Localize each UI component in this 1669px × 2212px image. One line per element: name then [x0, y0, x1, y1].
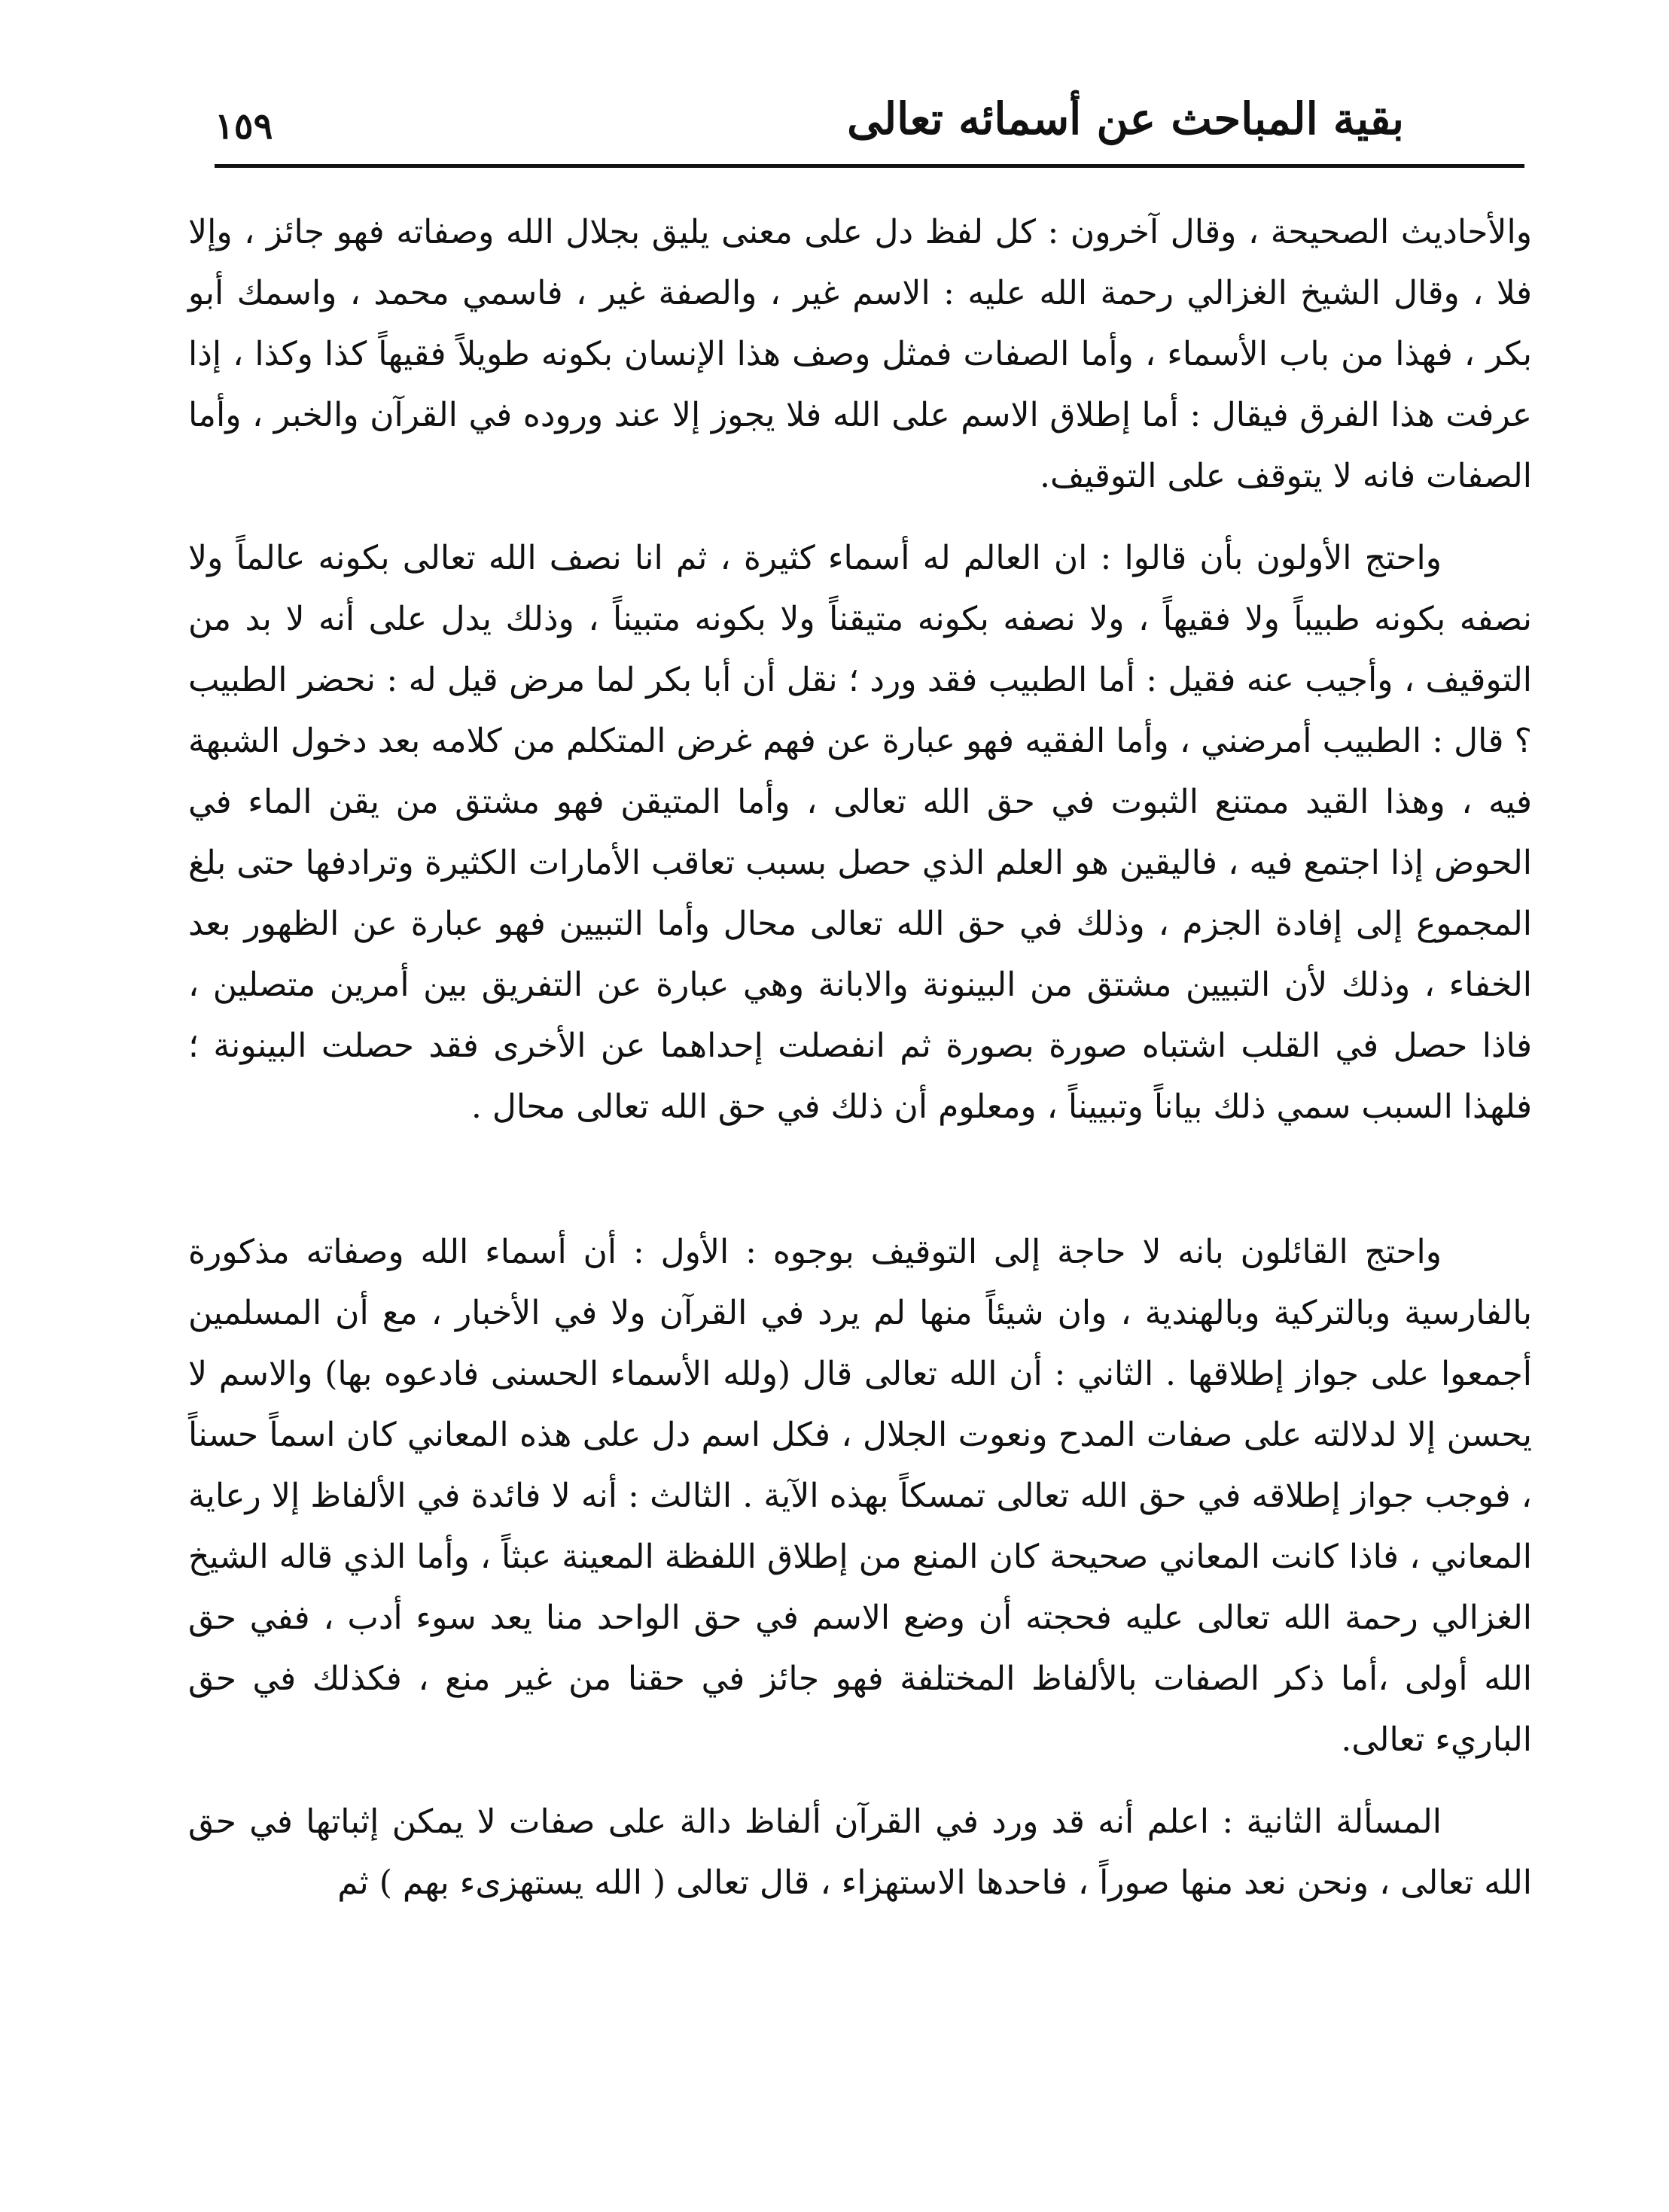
paragraph: المسألة الثانية : اعلم أنه قد ورد في القرآن ألفاظ دالة على صفات لا يمكن إثباتها في حق الله تعالى ، ونحن نعد منها صوراً ، فاحدها الاستهزاء ، قال تعالى ( الله يستهزىء بهم ) ثم [188, 1803, 1532, 1902]
chapter-title: بقية المباحث عن أسمائه تعالى [847, 93, 1404, 145]
paragraph: واحتج الأولون بأن قالوا : ان العالم له أسماء كثيرة ، ثم انا نصف الله تعالى بكونه عالماً ولا نصفه بكونه طبيباً ولا فقيهاً ، ولا نصفه بكونه متيقناً ولا بكونه متبيناً ، وذلك يدل على أنه لا بد من التوقيف ، وأجيب عنه فقيل : أما الطبيب فقد ورد ؛ نقل أن أبا بكر لما مرض قيل له : نحضر الطبيب ؟ قال : الطبيب أمرضني ، وأما الفقيه فهو عبارة عن فهم غرض المتكلم من كلامه بعد دخول الشبهة فيه ، وهذا القيد ممتنع الثبوت في حق الله تعالى ، وأما المتيقن فهو مشتق من يقن الماء في الحوض إذا اجتمع فيه ، فاليقين هو العلم الذي حصل بسبب تعاقب الأمارات الكثيرة وترادفها حتى بلغ المجموع إلى إفادة الجزم ، وذلك في حق الله تعالى محال وأما التبيين فهو عبارة عن الظهور بعد الخفاء ، وذلك لأن التبيين مشتق من البينونة والابانة وهي عبارة عن التفريق بين أمرين متصلين ، فاذا حصل في القلب اشتباه صورة بصورة ثم انفصلت إحداهما عن الأخرى فقد حصلت البينونة ؛ فلهذا السبب سمي ذلك بياناً وتبييناً ، ومعلوم أن ذلك في حق الله تعالى محال . [188, 539, 1533, 1126]
running-header [215, 89, 1524, 164]
body-text [188, 202, 1532, 1913]
paragraph: واحتج القائلون بانه لا حاجة إلى التوقيف بوجوه : الأول : أن أسماء الله وصفاته مذكورة بالفارسية وبالتركية وبالهندية ، وان شيئاً منها لم يرد في القرآن ولا في الأخبار ، مع أن المسلمين أجمعوا على جواز إطلاقها . الثاني : أن الله تعالى قال (ولله الأسماء الحسنى فادعوه بها) والاسم لا يحسن إلا لدلالته على صفات المدح ونعوت الجلال ، فكل اسم دل على هذه المعاني كان اسماً حسناً ، فوجب جواز إطلاقه في حق الله تعالى تمسكاً بهذه الآية . الثالث : أنه لا فائدة في الألفاظ إلا رعاية المعاني ، فاذا كانت المعاني صحيحة كان المنع من إطلاق اللفظة المعينة عبثاً ، وأما الذي قاله الشيخ الغزالي رحمة الله تعالى عليه فحجته أن وضع الاسم في حق الواحد منا يعد سوء أدب ، ففي حق الله أولى ،أما ذكر الصفات بالألفاظ المختلفة فهو جائز في حقنا من غير منع ، فكذلك في حق الباريء تعالى. [188, 1233, 1533, 1759]
paragraph: والأحاديث الصحيحة ، وقال آخرون : كل لفظ دل على معنى يليق بجلال الله وصفاته فهو جائز ، وإلا فلا ، وقال الشيخ الغزالي رحمة الله عليه : الاسم غير ، والصفة غير ، فاسمي محمد ، واسمك أبو بكر ، فهذا من باب الأسماء ، وأما الصفات فمثل وصف هذا الإنسان بكونه طويلاً فقيهاً كذا وكذا ، إذا عرفت هذا الفرق فيقال : أما إطلاق الاسم على الله فلا يجوز إلا عند وروده في القرآن والخبر ، وأما الصفات فانه لا يتوقف على التوقيف. [188, 213, 1532, 495]
header-divider [215, 164, 1524, 168]
page-number: ١٥٩ [215, 105, 273, 148]
